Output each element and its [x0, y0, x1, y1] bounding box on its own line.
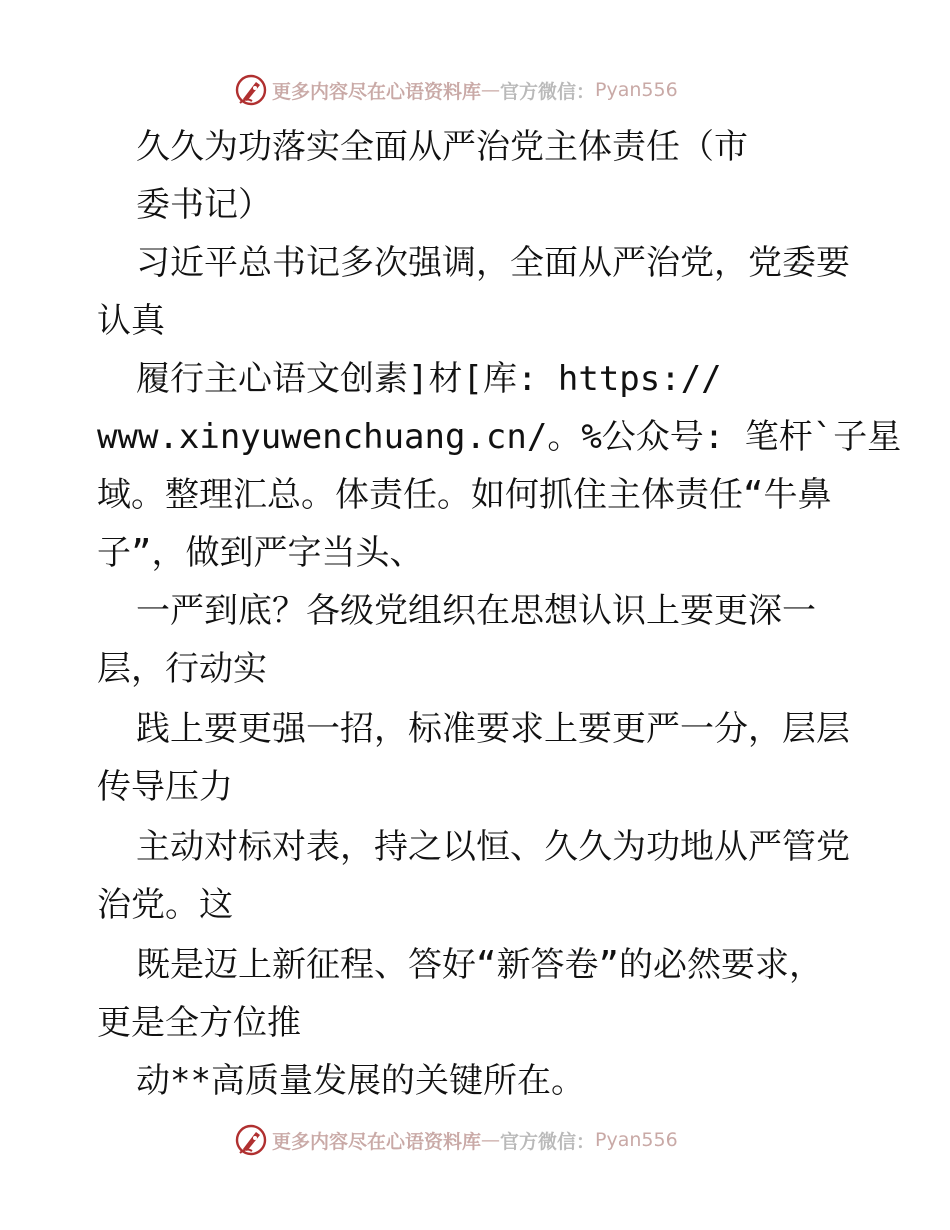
- watermark-sub-text: 官方微信：: [500, 1130, 596, 1153]
- text-line: 传导压力: [97, 767, 233, 807]
- watermark-separator: —: [481, 1129, 501, 1151]
- header-watermark: [234, 70, 754, 110]
- text-line: 久久为功落实全面从严治党主体责任（市: [136, 127, 748, 167]
- text-line: 子”，做到严字当头、: [97, 533, 424, 573]
- watermark-sub-text: 官方微信：: [500, 80, 596, 103]
- watermark-separator: —: [481, 79, 501, 101]
- text-line: 治党。这: [97, 885, 233, 925]
- text-line: 习近平总书记多次强调，全面从严治党，党委要: [136, 243, 850, 283]
- pen-nib-logo-icon: [234, 1123, 268, 1157]
- footer-watermark: [234, 1120, 754, 1160]
- watermark-id: Pyan556: [595, 79, 678, 101]
- pen-nib-logo-icon: [234, 73, 268, 107]
- watermark-main-text: 更多内容尽在心语资料库: [272, 1130, 482, 1153]
- text-line: 主动对标对表，持之以恒、久久为功地从严管党: [136, 827, 850, 867]
- text-line: 域。整理汇总。体责任。如何抓住主体责任“牛鼻: [97, 475, 832, 515]
- text-line: 践上要更强一招，标准要求上要更严一分，层层: [136, 709, 850, 749]
- text-line: www.xinyuwenchuang.cn/。%公众号: 笔杆`子星: [97, 417, 902, 457]
- text-line: 委书记）: [136, 185, 272, 225]
- text-line: 更是全方位推: [97, 1003, 301, 1043]
- text-line: 层，行动实: [97, 649, 267, 689]
- text-line: 一严到底？各级党组织在思想认识上要更深一: [136, 591, 816, 631]
- watermark-main-text: 更多内容尽在心语资料库: [272, 80, 482, 103]
- watermark-id: Pyan556: [595, 1129, 678, 1151]
- text-line: 动**高质量发展的关键所在。: [136, 1061, 585, 1101]
- text-line: 认真: [97, 301, 165, 341]
- text-line: 既是迈上新征程、答好“新答卷”的必然要求，: [136, 945, 823, 985]
- text-line: 履行主心语文创素]材[库: https://: [136, 359, 722, 399]
